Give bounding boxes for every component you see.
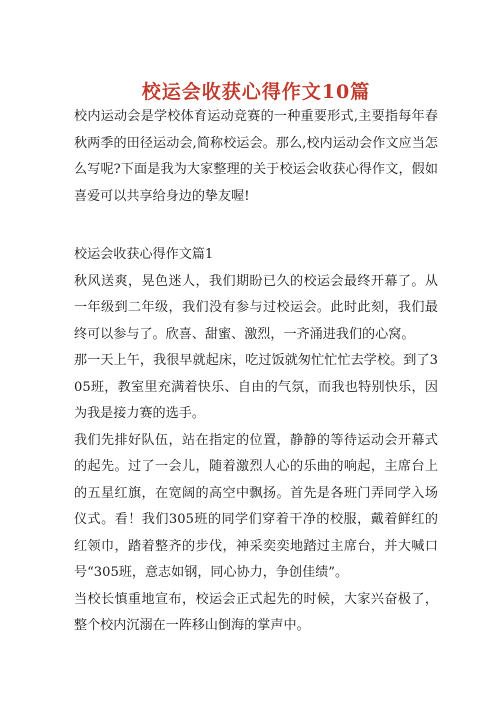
body-paragraph-2: 那一天上午，我很早就起床，吃过饭就匆忙忙忙去学校。到了305班，教室里充满着快乐、自由的气氛，而我也特别快乐，因为我是接力赛的选手。 xyxy=(74,353,438,421)
document-title: 校运会收获心得作文10篇 xyxy=(141,81,371,103)
body-paragraph-3: 我们先排好队伍，站在指定的位置，静静的等待运动会开幕式的起先。过了一会儿，随着激烈人心的乐曲的响起，主席台上的五星红旗，在宽阔的高空中飘扬。首先是各班门弄同学入场仪式。看！我们305班的同学们穿着干净的校服，戴着鲜红的红领巾，踏着整齐的步伐，神采奕奕地踏过主席台，并大喊口号“305班，意志如钢，同心协力，争创佳绩”。 xyxy=(74,432,438,580)
body-paragraph-4: 当校长慎重地宣布，校运会正式起先的时候，大家兴奋极了，整个校内沉溺在一阵移山倒海的掌声中。 xyxy=(74,591,438,633)
body-paragraph-1: 秋风送爽，晃色迷人，我们期盼已久的校运会最终开幕了。从一年级到二年级，我们没有参与过校运会。此时此刻，我们最终可以参与了。欣喜、甜蜜、激烈，一齐涌进我们的心窝。 xyxy=(74,273,438,342)
intro-paragraph: 校内运动会是学校体育运动竞赛的一种重要形式,主要指每年春秋两季的田径运动会,简称校运会。那么,校内运动会作文应当怎么写呢?下面是我为大家整理的关于校运会收获心得作文，假如喜爱可以共享给身边的挚友喔! xyxy=(74,109,438,204)
section-heading: 校运会收获心得作文篇1 xyxy=(74,247,214,262)
